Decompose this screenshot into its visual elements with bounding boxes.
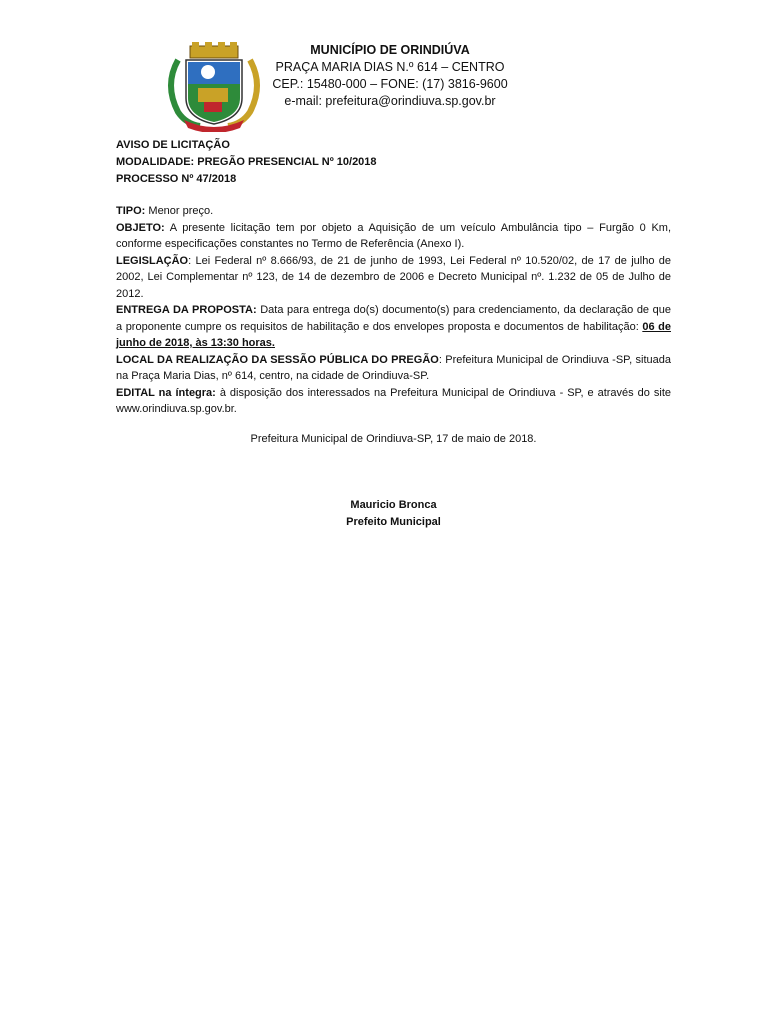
signatory-name: Mauricio Bronca	[350, 499, 437, 511]
field-local	[116, 352, 671, 385]
tipo-label: TIPO:	[116, 205, 146, 217]
notice-title: AVISO DE LICITAÇÃO	[116, 139, 230, 151]
entrega-date: 06 de junho de 2018, às 13:30 horas	[116, 320, 671, 349]
municipal-crest-icon	[160, 40, 268, 132]
entrega-text: Data para entrega do(s) documento(s) para credenciamento, da declaração de que a proponente cumpre os requisitos de habilitação e dos envelopes proposta e documentos de habilitação:	[116, 304, 672, 333]
letterhead	[272, 42, 508, 110]
municipality-cep-phone: CEP.: 15480-000 – FONE: (17) 3816-9600	[272, 77, 508, 91]
notice-header	[116, 137, 377, 188]
legislacao-label: LEGISLAÇÃO	[116, 254, 189, 267]
field-edital	[116, 385, 671, 418]
notice-process: PROCESSO Nº 47/2018	[116, 173, 237, 185]
field-objeto	[116, 220, 671, 253]
field-entrega	[116, 302, 671, 352]
local-text: : Prefeitura Municipal de Orindiuva -SP, situada na Praça Maria Dias, nº 614, centro, na cidade de Orindiuva-SP.	[116, 353, 671, 382]
entrega-label: ENTREGA DA PROPOSTA:	[116, 304, 257, 316]
dateline: Prefeitura Municipal de Orindiuva-SP, 17 de maio de 2018.	[250, 433, 537, 445]
notice-modality: MODALIDADE: PREGÃO PRESENCIAL Nº 10/2018	[116, 156, 377, 168]
field-tipo	[116, 203, 671, 220]
notice-body	[116, 203, 671, 418]
local-label: LOCAL DA REALIZAÇÃO DA SESSÃO PÚBLICA DO PREGÃO	[116, 353, 439, 366]
municipality-email: e-mail: prefeitura@orindiuva.sp.gov.br	[284, 94, 496, 108]
municipality-address: PRAÇA MARIA DIAS N.º 614 – CENTRO	[275, 60, 505, 74]
signature-block	[116, 497, 671, 531]
objeto-text: A presente licitação tem por objeto a Aquisição de um veículo Ambulância tipo – Furgão 0 Km, conforme especificações constantes no Termo de Referência (Anexo I).	[116, 221, 671, 250]
edital-label: EDITAL na íntegra:	[116, 386, 216, 399]
edital-text: à disposição dos interessados na Prefeitura Municipal de Orindiuva - SP, e através do site www.orindiuva.sp.gov.br.	[116, 386, 671, 415]
entrega-end: .	[271, 337, 275, 349]
legislacao-text: : Lei Federal nº 8.666/93, de 21 de junho de 1993, Lei Federal nº 10.520/02, de 17 de julho de 2002, Lei Complementar nº 123, de 14 de dezembro de 2006 e Decreto Municipal nº. 1.232 de 05 de Julho de 2012.	[116, 254, 671, 300]
objeto-label: OBJETO:	[116, 221, 165, 234]
municipality-name: MUNICÍPIO DE ORINDIÚVA	[310, 43, 470, 57]
tipo-text: Menor preço.	[145, 205, 214, 217]
signatory-role: Prefeito Municipal	[346, 516, 441, 528]
field-legislacao	[116, 253, 671, 303]
